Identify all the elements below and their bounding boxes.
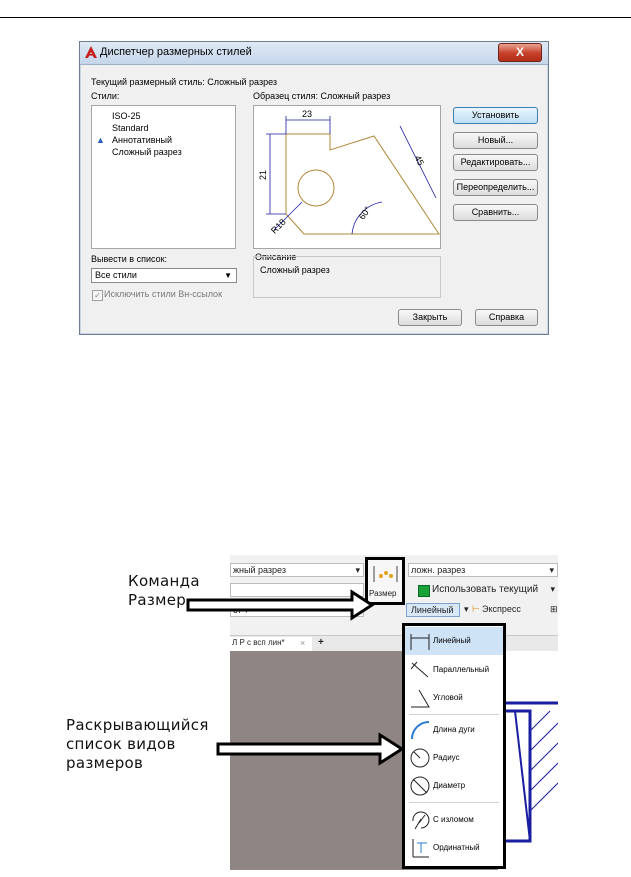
chevron-down-icon: ▾ <box>549 565 554 575</box>
style-item-annotative[interactable]: Аннотативный <box>112 135 172 145</box>
express-icon: ⊢ <box>472 604 480 614</box>
annotative-icon: ▲ <box>96 135 105 145</box>
dd-label-arc-length: Длина дуги <box>433 725 475 734</box>
modify-button[interactable]: Редактировать... <box>453 154 538 171</box>
dim-23: 23 <box>302 109 313 119</box>
dim-r18: R18 <box>268 216 288 236</box>
dd-label-linear: Линейный <box>433 636 471 645</box>
text-style-value: жный разрез <box>233 565 286 575</box>
close-window-button[interactable]: X <box>498 43 542 62</box>
list-label: Вывести в список: <box>91 254 168 264</box>
close-button[interactable]: Закрыть <box>398 309 462 326</box>
preview-label: Образец стиля: Сложный разрез <box>253 91 391 101</box>
list-annotation-line2: список видов <box>66 735 176 753</box>
dd-label-diameter: Диаметр <box>433 781 466 790</box>
styles-label: Стили: <box>91 91 120 101</box>
dimension-command-label: Размер <box>369 589 397 598</box>
new-button[interactable]: Новый... <box>453 132 538 149</box>
dim-45: 45 <box>412 153 427 168</box>
linear-split-label: Линейный <box>411 605 454 615</box>
arrow-to-razmer <box>188 592 372 618</box>
style-item-iso25[interactable]: ISO-25 <box>112 111 141 121</box>
compare-button[interactable]: Сравнить... <box>453 204 538 221</box>
dd-label-jogged: С изломом <box>433 815 474 824</box>
chevron-down-icon: ▾ <box>355 565 360 575</box>
list-filter-value: Все стили <box>95 270 137 280</box>
tab-drawing-label: Л Р с всп лин* <box>232 638 285 647</box>
continue-icon: ⊞ <box>550 604 558 614</box>
dim-21: 21 <box>258 169 268 180</box>
add-tab-icon[interactable]: + <box>318 637 324 648</box>
command-annotation-line2: Размер <box>128 591 187 609</box>
exclude-xref-label: Исключить стили Вн-ссылок <box>104 289 223 299</box>
close-icon[interactable]: × <box>300 638 306 648</box>
current-style-label: Текущий размерный стиль: Сложный разрез <box>91 77 278 87</box>
dd-label-aligned: Параллельный <box>433 665 490 674</box>
dialog-title: Диспетчер размерных стилей <box>100 46 252 58</box>
chevron-down-icon: ▾ <box>550 584 555 594</box>
help-button[interactable]: Справка <box>475 309 538 326</box>
description-value: Сложный разрез <box>260 265 330 275</box>
dim-style-value: ложн. разрез <box>411 565 466 575</box>
override-button[interactable]: Переопределить... <box>453 179 538 196</box>
use-current-label: Использовать текущий <box>432 584 539 595</box>
command-annotation-line1: Команда <box>128 572 200 590</box>
arrow-to-dropdown <box>218 735 402 763</box>
dim-60: 60° <box>356 204 373 222</box>
description-label: Описание <box>255 252 297 262</box>
style-item-standard[interactable]: Standard <box>112 123 149 133</box>
list-annotation-line3: размеров <box>66 754 144 772</box>
set-current-button[interactable]: Установить <box>453 107 538 124</box>
dd-label-ordinate: Ординатный <box>433 843 480 852</box>
style-item-complex-section[interactable]: Сложный разрез <box>112 147 182 157</box>
dd-label-radius: Радиус <box>433 753 460 762</box>
chevron-down-icon: ▼ <box>224 271 232 280</box>
chevron-down-icon[interactable]: ▾ <box>464 604 469 614</box>
dd-label-angular: Угловой <box>433 693 463 702</box>
list-annotation-line1: Раскрывающийся <box>66 716 209 734</box>
express-label[interactable]: Экспресс <box>482 604 521 614</box>
exclude-xref-checkbox[interactable]: ✓ <box>92 290 103 301</box>
